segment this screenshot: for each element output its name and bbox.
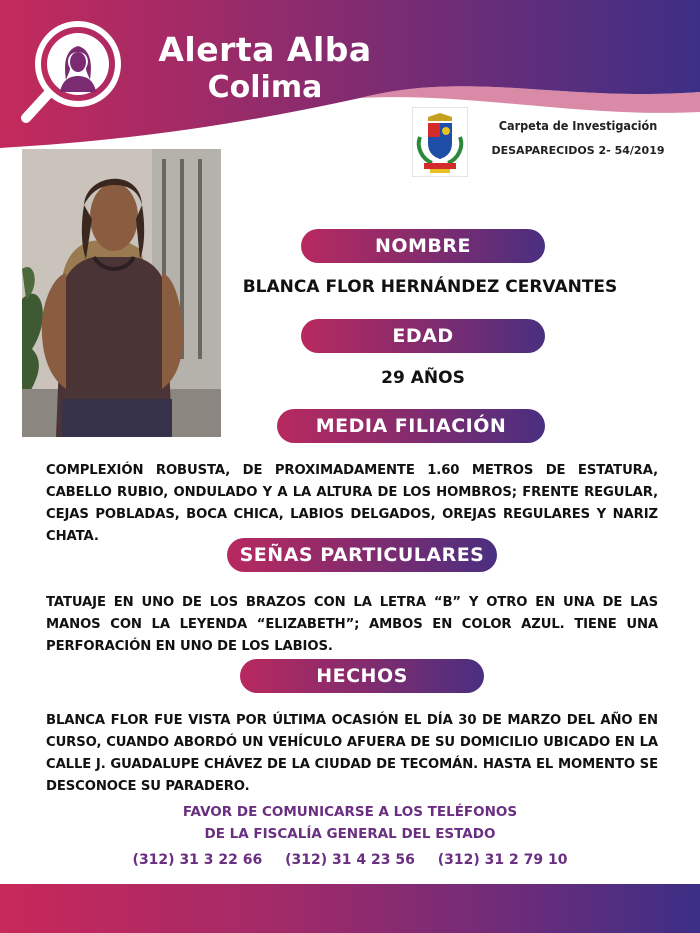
- section-nombre-header: NOMBRE: [301, 229, 545, 263]
- magnifier-woman-icon: [18, 14, 130, 126]
- title-alerta-alba: Alerta Alba: [158, 30, 372, 69]
- section-hechos-header: HECHOS: [240, 659, 484, 693]
- footer-band: [0, 884, 700, 933]
- title-colima: Colima: [207, 70, 323, 105]
- section-edad-header: EDAD: [301, 319, 545, 353]
- filiacion-description: COMPLEXIÓN ROBUSTA, DE PROXIMADAMENTE 1.60 METROS DE ESTATURA, CABELLO RUBIO, ONDULADO Y A LA ALTURA DE LOS HOMBROS; FRENTE REGULAR, CEJAS POBLADAS, BOCA CHICA, LABIOS DELGADOS, OREJAS REGULARES Y NARIZ CHATA.: [46, 463, 658, 544]
- phone-number[interactable]: (312) 31 2 79 10: [437, 852, 568, 868]
- phone-list: [0, 852, 700, 868]
- hechos-description: BLANCA FLOR FUE VISTA POR ÚLTIMA OCASIÓN EL DÍA 30 DE MARZO DEL AÑO EN CURSO, CUANDO ABORDÓ UN VEHÍCULO AFUERA DE SU DOMICILIO UBICADO EN LA CALLE J. GUADALUPE CHÁVEZ DE LA CIUDAD DE TECOMÁN. HASTA EL MOMENTO SE DESCONOCE SU PARADERO.: [46, 713, 658, 794]
- section-senas-header: SEÑAS PARTICULARES: [227, 538, 497, 572]
- person-name: BLANCA FLOR HERNÁNDEZ CERVANTES: [242, 277, 618, 297]
- colima-coat-of-arms-icon: [412, 107, 468, 177]
- phone-number[interactable]: (312) 31 4 23 56: [285, 852, 415, 868]
- case-label: Carpeta de Investigación: [498, 118, 658, 133]
- person-age: 29 AÑOS: [381, 368, 465, 388]
- senas-description: TATUAJE EN UNO DE LOS BRAZOS CON LA LETRA “B” Y OTRO EN UNA DE LAS MANOS CON LA LEYENDA “ELIZABETH”; AMBOS EN COLOR AZUL. TIENE UNA PERFORACIÓN EN UNO DE LOS LABIOS.: [46, 595, 658, 654]
- contact-line-2: DE LA FISCALÍA GENERAL DEL ESTADO: [204, 826, 496, 842]
- phone-number[interactable]: (312) 31 3 22 66: [132, 852, 263, 868]
- contact-line-1: FAVOR DE COMUNICARSE A LOS TELÉFONOS: [182, 804, 518, 820]
- section-filiacion-header: MEDIA FILIACIÓN: [277, 409, 545, 443]
- case-number: DESAPARECIDOS 2- 54/2019: [491, 144, 665, 157]
